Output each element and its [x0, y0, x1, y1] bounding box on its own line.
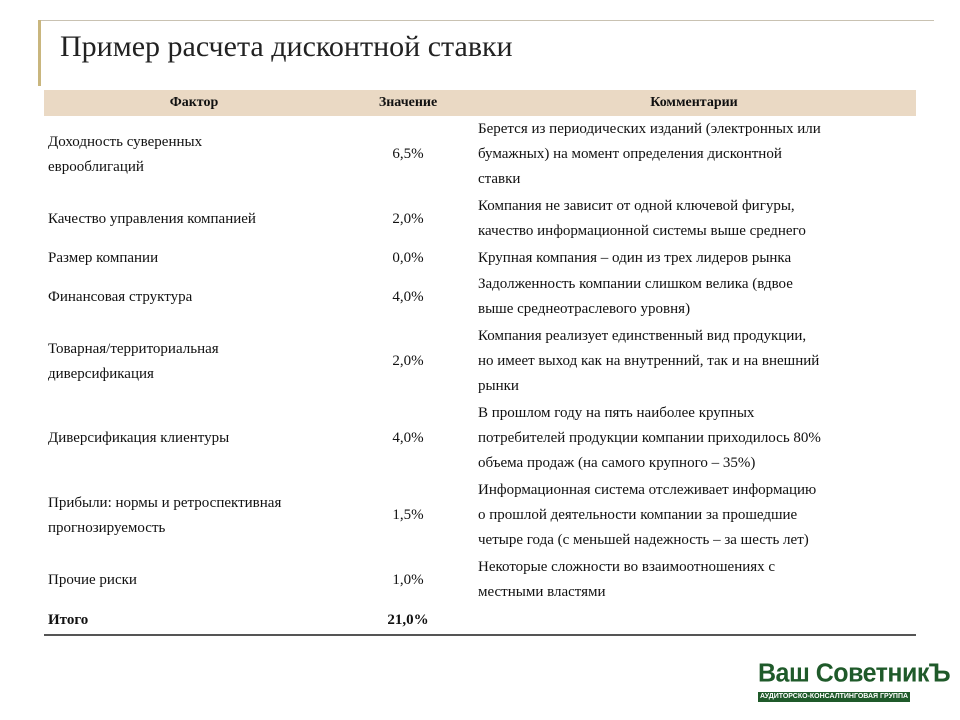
factor-cell-line: Товарная/территориальная: [48, 340, 219, 357]
comment-cell-line: Компания не зависит от одной ключевой фигуры,: [478, 198, 795, 214]
header-comment: Комментарии: [472, 90, 916, 116]
discount-rate-table: [44, 90, 916, 636]
factor-cell: [44, 323, 344, 400]
value-cell: 1,5%: [392, 507, 424, 523]
comment-cell-line: но имеет выход как на внутренний, так и на внешний: [478, 353, 820, 369]
value-cell: 1,0%: [392, 571, 424, 588]
factor-cell: [44, 271, 344, 323]
comment-cell-line: Берется из периодических изданий (электронных или: [478, 121, 821, 137]
factor-cell: [44, 193, 344, 245]
value-cell: 0,0%: [392, 249, 424, 266]
factor-cell-line: Качество управления компанией: [48, 210, 256, 227]
comment-cell-line: объема продаж (на самого крупного – 35%): [478, 455, 756, 471]
factor-cell: [44, 554, 344, 606]
factor-cell: [44, 400, 344, 477]
table-row: [44, 400, 916, 477]
comment-cell: [472, 323, 916, 400]
factor-cell-line: диверсификация: [48, 365, 154, 382]
value-cell: 6,5%: [392, 146, 424, 162]
comment-cell-line: Компания реализует единственный вид продукции,: [478, 328, 807, 344]
factor-cell-line: Размер компании: [48, 249, 159, 266]
comment-cell-line: о прошлой деятельности компании за прошедшие: [478, 507, 798, 523]
table-row: [44, 477, 916, 554]
comment-cell: [472, 193, 916, 245]
comment-cell-line: Некоторые сложности во взаимоотношениях с: [478, 559, 776, 575]
slide-frame-left-accent: [38, 20, 41, 86]
comment-cell-line: выше среднеотраслевого уровня): [478, 301, 691, 317]
factor-cell: [44, 477, 344, 554]
comment-cell: [472, 554, 916, 606]
factor-cell-line: Финансовая структура: [48, 288, 193, 305]
comment-cell-line: В прошлом году на пять наиболее крупных: [478, 405, 755, 421]
total-comment-empty: [472, 606, 916, 635]
comment-cell-line: Задолженность компании слишком велика (вдвое: [478, 276, 793, 292]
table-row: [44, 554, 916, 606]
table-row: [44, 116, 916, 193]
comment-cell: [472, 400, 916, 477]
table-row: [44, 323, 916, 400]
comment-cell: [472, 116, 916, 193]
comment-cell: [472, 477, 916, 554]
factor-cell-line: Прочие риски: [48, 571, 137, 588]
comment-cell-line: четыре года (с меньшей надежность – за шесть лет): [478, 532, 809, 548]
factor-cell-line: Прибыли: нормы и ретроспективная: [48, 494, 282, 511]
table-total-row: [44, 606, 916, 635]
table-row: [44, 245, 916, 271]
table-header-row: [44, 90, 916, 116]
comment-cell-line: Крупная компания – один из трех лидеров рынка: [478, 249, 792, 266]
value-cell: 2,0%: [392, 353, 424, 369]
factor-cell-line: прогнозируемость: [48, 519, 166, 536]
slide-frame-top-line: [38, 20, 934, 21]
comment-cell-line: рынки: [478, 378, 519, 394]
logo-tagline: АУДИТОРСКО-КОНСАЛТИНГОВАЯ ГРУППА: [759, 693, 909, 700]
comment-cell: [472, 245, 916, 271]
logo-name: Ваш СоветникЪ: [758, 658, 951, 688]
factor-cell-line: Диверсификация клиентуры: [48, 430, 230, 446]
total-value: 21,0%: [344, 606, 472, 635]
table-row: [44, 193, 916, 245]
comment-cell-line: потребителей продукции компании приходилось 80%: [478, 430, 821, 446]
slide-title: Пример расчета дисконтной ставки: [60, 30, 513, 63]
table-row: [44, 271, 916, 323]
comment-cell: [472, 271, 916, 323]
total-label: Итого: [44, 606, 344, 635]
comment-cell-line: местными властями: [478, 584, 606, 600]
value-cell: 2,0%: [392, 210, 424, 227]
company-logo: [758, 656, 951, 706]
factor-cell: [44, 116, 344, 193]
comment-cell-line: Информационная система отслеживает информацию: [478, 482, 817, 498]
factor-cell: [44, 245, 344, 271]
comment-cell-line: ставки: [478, 171, 521, 187]
header-value: Значение: [344, 90, 472, 116]
comment-cell-line: бумажных) на момент определения дисконтной: [478, 146, 782, 162]
header-factor: Фактор: [44, 90, 344, 116]
comment-cell-line: качество информационной системы выше среднего: [478, 223, 806, 239]
value-cell: 4,0%: [392, 288, 424, 305]
factor-cell-line: Доходность суверенных: [48, 133, 203, 150]
value-cell: 4,0%: [392, 430, 424, 446]
factor-cell-line: еврооблигаций: [48, 158, 144, 175]
